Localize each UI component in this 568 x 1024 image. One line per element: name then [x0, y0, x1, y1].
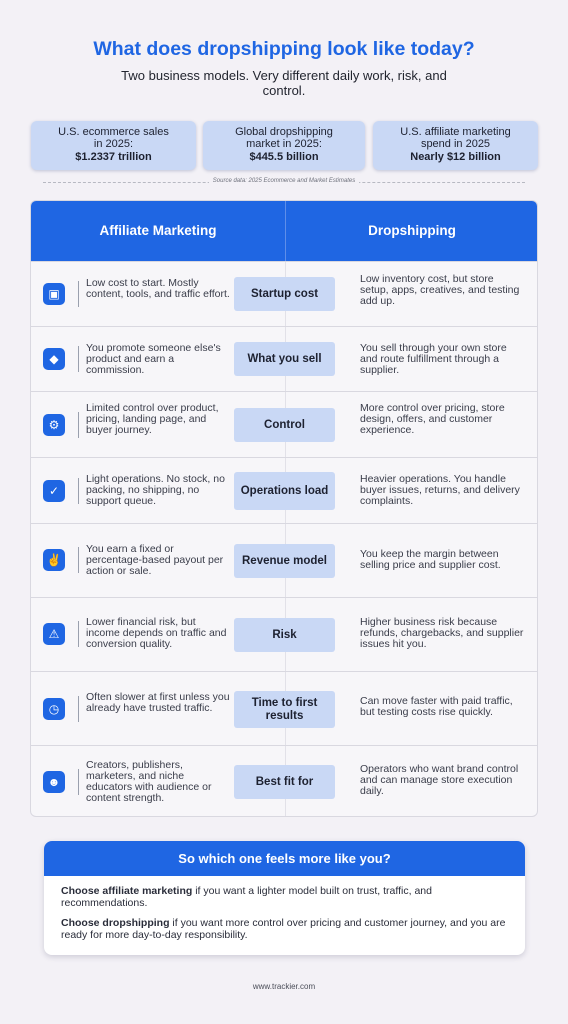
row-divider — [78, 696, 79, 722]
dropshipping-cell: You sell through your own store and route fulfillment through a supplier. — [360, 342, 507, 376]
table-row — [31, 671, 538, 745]
summary-dropshipping-text — [61, 917, 511, 941]
table-row — [31, 261, 538, 326]
table-row — [31, 391, 538, 457]
summary-affiliate-text — [61, 885, 511, 909]
wallet-icon: ▣ — [43, 283, 65, 305]
summary-dropshipping-bold: Choose dropshipping — [61, 917, 170, 929]
column-header-affiliate: Affiliate Marketing — [99, 223, 217, 238]
hand-coin-icon: ✌ — [43, 549, 65, 571]
stat-card-affiliate — [373, 121, 538, 170]
row-label-pill: Operations load — [234, 472, 335, 510]
page-subtitle: Two business models. Very different daily work, risk, and control. — [121, 68, 447, 98]
stat-label: U.S. affiliate marketing spend in 2025 — [400, 126, 511, 150]
row-divider — [78, 547, 79, 573]
summary-affiliate-bold: Choose affiliate marketing — [61, 885, 193, 897]
tag-icon: ◆ — [43, 348, 65, 370]
affiliate-cell: Lower financial risk, but income depends on traffic and conversion quality. — [86, 616, 227, 650]
gear-icon: ⚙ — [43, 414, 65, 436]
affiliate-cell: Creators, publishers, marketers, and niche educators with audience or content strength. — [86, 759, 212, 804]
dropshipping-cell: Heavier operations. You handle buyer issues, returns, and delivery complaints. — [360, 473, 520, 507]
stat-card-dropshipping — [203, 121, 365, 170]
affiliate-cell: Low cost to start. Mostly content, tools, and traffic effort. — [86, 277, 230, 300]
stat-card-ecommerce — [31, 121, 196, 170]
stat-value: Nearly $12 billion — [410, 151, 501, 163]
user-check-icon: ☻ — [43, 771, 65, 793]
row-divider — [78, 346, 79, 372]
row-divider — [78, 281, 79, 307]
dropshipping-cell: You keep the margin between selling price and supplier cost. — [360, 548, 501, 571]
table-row — [31, 457, 538, 523]
footer-url: www.trackier.com — [252, 982, 316, 991]
risk-icon: ⚠ — [43, 623, 65, 645]
row-divider — [78, 769, 79, 795]
table-row — [31, 597, 538, 671]
row-label-pill: Best fit for — [234, 765, 335, 799]
summary-heading: So which one feels more like you? — [44, 841, 525, 876]
row-divider — [78, 478, 79, 504]
dropshipping-cell: Low inventory cost, but store setup, apps, creatives, and testing add up. — [360, 273, 520, 307]
summary-dropshipping-rest: if you want more control over pricing and customer journey, and you are ready for more day-to-day responsibility. — [61, 917, 506, 941]
column-header-dropshipping: Dropshipping — [368, 223, 456, 238]
row-divider — [78, 621, 79, 647]
row-label-pill: Time to first results — [234, 691, 335, 728]
row-label-pill: Startup cost — [234, 277, 335, 311]
affiliate-cell: Light operations. No stock, no packing, no shipping, no support queue. — [86, 473, 225, 507]
source-note: Source data: 2025 Ecommerce and Market Estimates — [0, 178, 568, 184]
page-title: What does dropshipping look like today? — [93, 38, 475, 60]
table-header — [31, 201, 538, 261]
checklist-icon: ✓ — [43, 480, 65, 502]
dropshipping-cell: Higher business risk because refunds, chargebacks, and supplier issues hit you. — [360, 616, 524, 650]
affiliate-cell: Limited control over product, pricing, landing page, and buyer journey. — [86, 402, 219, 436]
stat-value: $445.5 billion — [249, 151, 319, 163]
affiliate-cell: You promote someone else's product and earn a commission. — [86, 342, 221, 376]
dropshipping-cell: Operators who want brand control and can manage store execution daily. — [360, 763, 519, 797]
stat-value: $1.2337 trillion — [75, 151, 152, 163]
clock-icon: ◷ — [43, 698, 65, 720]
row-label-pill: What you sell — [234, 342, 335, 376]
row-label-pill: Risk — [234, 618, 335, 652]
row-divider — [78, 412, 79, 438]
dropshipping-cell: Can move faster with paid traffic, but testing costs rise quickly. — [360, 695, 513, 718]
table-row — [31, 745, 538, 817]
row-label-pill: Revenue model — [234, 544, 335, 578]
summary-card — [44, 841, 525, 955]
affiliate-cell: You earn a fixed or percentage-based payout per action or sale. — [86, 543, 224, 577]
stat-label: Global dropshipping market in 2025: — [235, 126, 333, 150]
affiliate-cell: Often slower at first unless you already have trusted traffic. — [86, 691, 230, 714]
stat-label: U.S. ecommerce sales in 2025: — [58, 126, 169, 150]
summary-affiliate-rest: if you want a lighter model built on trust, traffic, and recommendations. — [61, 885, 432, 909]
table-row — [31, 523, 538, 597]
table-row — [31, 326, 538, 391]
comparison-table — [30, 200, 538, 817]
row-label-pill: Control — [234, 408, 335, 442]
dropshipping-cell: More control over pricing, store design, offers, and customer experience. — [360, 402, 505, 436]
